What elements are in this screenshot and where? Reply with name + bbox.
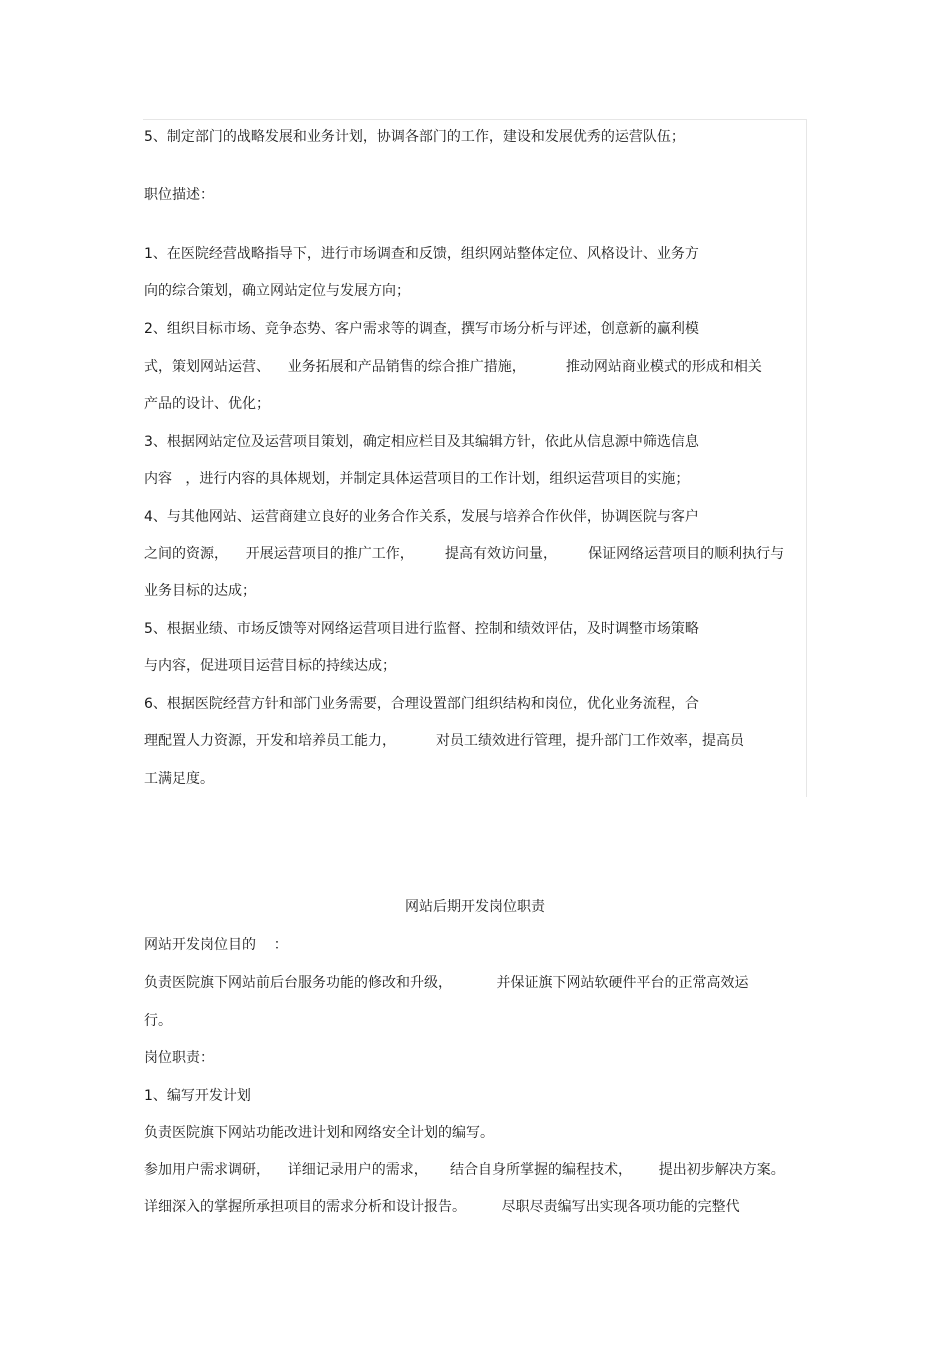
text-line: 内容 ，进行内容的具体规划，并制定具体运营项目的工作计划，组织运营项目的实施； [144,471,690,487]
text-line: 5、制定部门的战略发展和业务计划，协调各部门的工作，建设和发展优秀的运营队伍； [144,129,685,145]
text-line: 2、组织目标市场、竞争态势、客户需求等的调查，撰写市场分析与评述，创意新的赢利模 [144,321,699,337]
text-line: 5、根据业绩、市场反馈等对网络运营项目进行监督、控制和绩效评估，及时调整市场策略 [144,621,699,637]
text-line: 详细深入的掌握所承担项目的需求分析和设计报告。 尽职尽责编写出实现各项功能的完整代 [144,1199,740,1215]
text-line: 向的综合策划，确立网站定位与发展方向； [144,283,410,299]
section-heading: 岗位职责： [144,1050,214,1066]
text-line: 网站开发岗位目的 ： [144,937,288,953]
text-line: 1、在医院经营战略指导下，进行市场调查和反馈，组织网站整体定位、风格设计、业务方 [144,246,699,262]
text-line: 业务目标的达成； [144,583,256,599]
text-line: 行。 [144,1013,172,1029]
text-line: 3、根据网站定位及运营项目策划，确定相应栏目及其编辑方针，依此从信息源中筛选信息 [144,434,699,450]
text-line: 4、与其他网站、运营商建立良好的业务合作关系，发展与培养合作伙伴，协调医院与客户 [144,509,699,525]
text-line: 产品的设计、优化； [144,396,270,412]
section-heading: 职位描述： [144,187,214,203]
text-line: 工满足度。 [144,771,214,787]
text-line: 负责医院旗下网站功能改进计划和网络安全计划的编写。 [144,1125,494,1141]
text-line: 6、根据医院经营方针和部门业务需要，合理设置部门组织结构和岗位，优化业务流程，合 [144,696,699,712]
text-line: 之间的资源， 开展运营项目的推广工作， 提高有效访问量， 保证网络运营项目的顺利执行与 [144,546,785,562]
text-line: 负责医院旗下网站前后台服务功能的修改和升级， 并保证旗下网站软硬件平台的正常高效运 [144,975,749,991]
section-title: 网站后期开发岗位职责 [405,899,545,915]
text-line: 理配置人力资源，开发和培养员工能力， 对员工绩效进行管理，提升部门工作效率，提高员 [144,733,745,749]
text-line: 与内容，促进项目运营目标的持续达成； [144,658,396,674]
text-line: 参加用户需求调研， 详细记录用户的需求， 结合自身所掌握的编程技术， 提出初步解决方案。 [144,1162,785,1178]
text-line: 1、编写开发计划 [144,1088,251,1104]
text-line: 式，策划网站运营、 业务拓展和产品销售的综合推广措施， 推动网站商业模式的形成和相关 [144,359,762,375]
